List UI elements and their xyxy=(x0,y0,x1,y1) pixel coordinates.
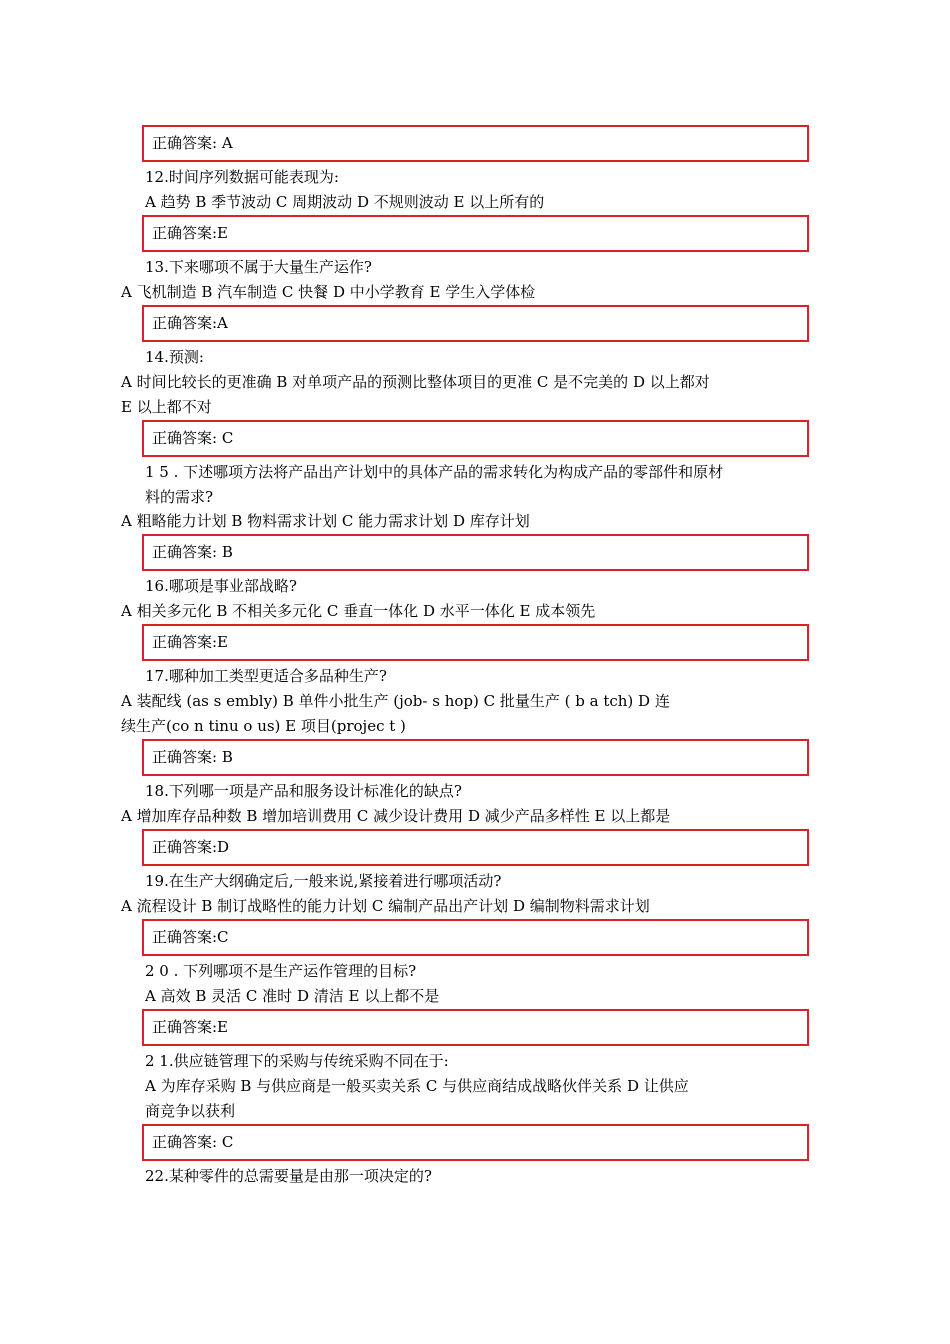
question-12: 12.时间序列数据可能表现为: xyxy=(145,168,339,186)
answer-text: 正确答案: C xyxy=(152,1133,234,1151)
answer-text: 正确答案:A xyxy=(152,314,228,332)
answer-box xyxy=(142,739,809,776)
answer-box xyxy=(142,534,809,571)
answer-box xyxy=(142,829,809,866)
options-16: A 相关多元化 B 不相关多元化 C 垂直一体化 D 水平一体化 E 成本领先 xyxy=(121,602,596,620)
question-21: 2 1.供应链管理下的采购与传统采购不同在于: xyxy=(145,1052,449,1070)
options-14-line1: A 时间比较长的更准确 B 对单项产品的预测比整体项目的更准 C 是不完美的 D 以上都对 xyxy=(121,373,710,391)
question-20: 2 0 . 下列哪项不是生产运作管理的目标? xyxy=(145,962,417,980)
answer-box xyxy=(142,125,809,162)
answer-box xyxy=(142,624,809,661)
answer-text: 正确答案: B xyxy=(152,543,233,561)
options-17-line1: A 装配线 (as s embly) B 单件小批生产 (job- s hop) C 批量生产 ( b a tch) D 连 xyxy=(121,692,670,710)
answer-text: 正确答案: A xyxy=(152,134,233,152)
options-15: A 粗略能力计划 B 物料需求计划 C 能力需求计划 D 库存计划 xyxy=(121,512,530,530)
options-19: A 流程设计 B 制订战略性的能力计划 C 编制产品出产计划 D 编制物料需求计划 xyxy=(121,897,650,915)
options-14-line2: E 以上都不对 xyxy=(121,398,212,416)
answer-text: 正确答案:E xyxy=(152,633,229,651)
answer-box xyxy=(142,420,809,457)
options-12: A 趋势 B 季节波动 C 周期波动 D 不规则波动 E 以上所有的 xyxy=(145,193,545,211)
question-18: 18.下列哪一项是产品和服务设计标准化的缺点? xyxy=(145,782,462,800)
answer-text: 正确答案: C xyxy=(152,429,234,447)
question-13: 13.下来哪项不属于大量生产运作? xyxy=(145,258,372,276)
options-18: A 增加库存品种数 B 增加培训费用 C 减少设计费用 D 减少产品多样性 E 以上都是 xyxy=(121,807,671,825)
answer-box xyxy=(142,919,809,956)
options-21-line1: A 为库存采购 B 与供应商是一般买卖关系 C 与供应商结成战略伙伴关系 D 让供应 xyxy=(145,1077,689,1095)
answer-text: 正确答案:E xyxy=(152,224,229,242)
answer-text: 正确答案:C xyxy=(152,928,229,946)
answer-box xyxy=(142,215,809,252)
question-14: 14.预测: xyxy=(145,348,204,366)
answer-text: 正确答案:D xyxy=(152,838,230,856)
question-17: 17.哪种加工类型更适合多品种生产? xyxy=(145,667,387,685)
answer-box xyxy=(142,1009,809,1046)
question-15: 1 5 . 下述哪项方法将产品出产计划中的具体产品的需求转化为构成产品的零部件和原材 xyxy=(145,463,724,481)
options-17-line2: 续生产(co n tinu o us) E 项目(projec t ) xyxy=(121,717,406,735)
question-16: 16.哪项是事业部战略? xyxy=(145,577,297,595)
options-21-line2: 商竞争以获利 xyxy=(145,1102,236,1120)
options-20: A 高效 B 灵活 C 准时 D 清洁 E 以上都不是 xyxy=(145,987,440,1005)
answer-text: 正确答案: B xyxy=(152,748,233,766)
answer-box xyxy=(142,1124,809,1161)
answer-text: 正确答案:E xyxy=(152,1018,229,1036)
options-13: A 飞机制造 B 汽车制造 C 快餐 D 中小学教育 E 学生入学体检 xyxy=(121,283,536,301)
question-15-cont: 料的需求? xyxy=(145,488,214,506)
question-19: 19.在生产大纲确定后,一般来说,紧接着进行哪项活动? xyxy=(145,872,502,890)
answer-box xyxy=(142,305,809,342)
question-22: 22.某种零件的总需要量是由那一项决定的? xyxy=(145,1167,432,1185)
